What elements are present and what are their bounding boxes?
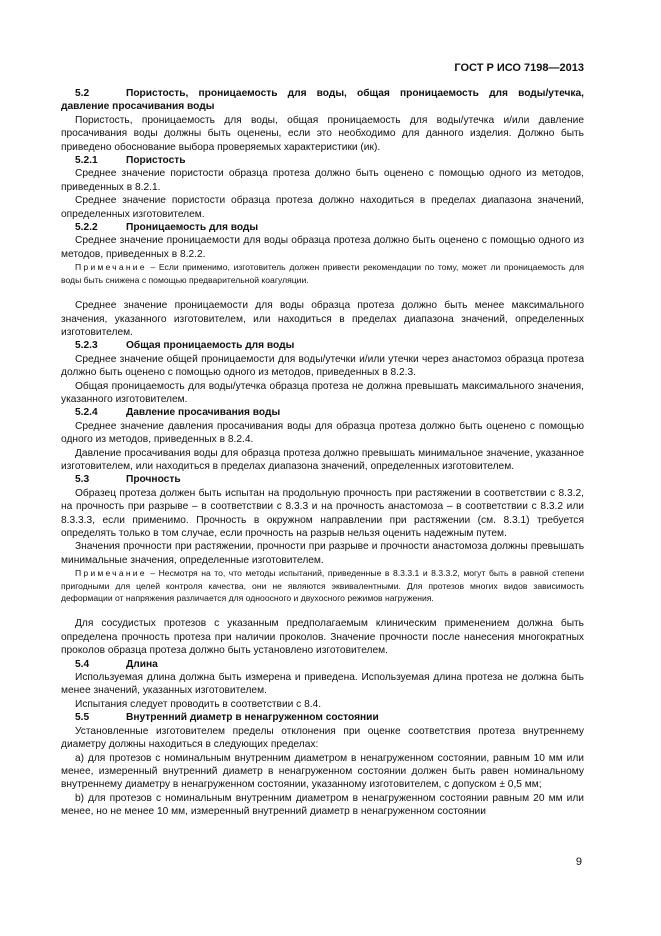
section-title: Длина bbox=[126, 658, 158, 670]
list-item-b: b) для протезов с номинальным внутренним диаметром в ненагруженном состоянии равным 20 мм или менее, но не менее 10 мм, измеренный внутренний диаметр в ненагруженном состоянии bbox=[61, 792, 584, 818]
section-heading-5-2-4 bbox=[61, 406, 584, 419]
paragraph: Среднее значение проницаемости для воды образца протеза должно быть менее максимального значения, указанного изготовителем, или находиться в пределах диапазона значений, определенных изготовителем. bbox=[61, 300, 584, 338]
section-title: Пористость bbox=[126, 155, 186, 167]
note-text: – Несмотря на то, что методы испытаний, приведенные в 8.3.3.1 и 8.3.3.2, могут быть в равной степени пригодными для целей контроля качества, они не являются эквивалентными. Для протезов многих видов зависимость деформации от напряжения различается для одноосного и двухосного режимов нагружения. bbox=[61, 568, 584, 604]
paragraph: Среднее значение пористости образца протеза должно находиться в пределах диапазона значений, определенных изготовителем. bbox=[61, 195, 584, 220]
paragraph: Среднее значение общей проницаемости для воды/утечки и/или утечки через анастомоз образца протеза должно быть оценено с помощью одного из методов, приведенных в 8.2.3. bbox=[61, 353, 584, 379]
paragraph: Среднее значение проницаемости для воды образца протеза должно быть оценено с помощью одного из методов, приведенных в 8.2.2. bbox=[61, 235, 584, 260]
section-number: 5.4 bbox=[75, 658, 90, 670]
section-heading-5-4 bbox=[61, 658, 584, 671]
note-text: – Если применимо, изготовитель должен привести рекомендации по тому, может ли проницаемость для воды быть снижена с помощью предварительной коагуляции. bbox=[61, 262, 584, 285]
page-number: 9 bbox=[575, 856, 582, 868]
paragraph: Среднее значение давления просачивания воды для образца протеза должно быть оценено с помощью одного из методов, приведенных в 8.2.4. bbox=[61, 420, 584, 446]
section-number: 5.2 bbox=[75, 88, 90, 99]
section-title: Прочность bbox=[126, 474, 181, 486]
paragraph: Используемая длина должна быть измерена и приведена. Используемая длина протеза не должна быть менее значений, указанных изготовителем. bbox=[61, 672, 584, 697]
section-number: 5.2.1 bbox=[75, 155, 98, 167]
standard-designation: ГОСТ Р ИСО 7198—2013 bbox=[454, 62, 584, 74]
section-heading-5-5 bbox=[61, 711, 584, 724]
section-heading-5-2-2 bbox=[61, 221, 584, 234]
section-heading-5-2-3 bbox=[61, 339, 584, 352]
section-title: Давление просачивания воды bbox=[126, 407, 281, 419]
paragraph: Значения прочности при растяжении, прочности при разрыве и прочности анастомоза должны превышать минимальные значения, определенные изготовителем. bbox=[61, 541, 584, 566]
paragraph: Давление просачивания воды для образца протеза должно превышать минимальное значение, указанное изготовителем, или находиться в пределах диапазона значений, определенных изготовителем. bbox=[61, 447, 584, 472]
list-item-a: а) для протезов с номинальным внутренним диаметром в ненагруженном состоянии, равным 10 мм или менее, измеренный внутренний диаметр в ненагруженном состоянии должен быть равен номинальному внутреннему диаметру в ненагруженном состоянии, указанному изготовителем, с допуском ± 0,5 мм; bbox=[61, 752, 584, 791]
note bbox=[61, 261, 584, 286]
note bbox=[61, 567, 584, 604]
section-title: Общая проницаемость для воды bbox=[126, 340, 295, 352]
paragraph: Установленные изготовителем пределы отклонения при оценке соответствия протеза внутреннему диаметру должны находиться в следующих пределах: bbox=[61, 725, 584, 751]
paragraph: Общая проницаемость для воды/утечка образца протеза не должна превышать максимального значения, указанного изготовителем. bbox=[61, 380, 584, 405]
paragraph: Среднее значение пористости образца протеза должно быть оценено с помощью одного из методов, приведенных в 8.2.1. bbox=[61, 168, 584, 193]
section-heading-5-2 bbox=[61, 87, 584, 114]
document-body bbox=[61, 87, 584, 819]
paragraph: Испытания следует проводить в соответствии с 8.4. bbox=[75, 698, 322, 710]
note-label: Примечание bbox=[75, 568, 147, 579]
section-number: 5.2.3 bbox=[75, 340, 98, 352]
paragraph: Образец протеза должен быть испытан на продольную прочность при растяжении в соответствии с 8.3.2, на прочность при разрыве – в соответствии с 8.3.3 и на прочность анастомоза – в соответствии с 8.3.2 или 8.3.3.3, если применимо. Прочность в окружном направлении при растяжении (см. 8.3.1) требуется определять только в том случае, если прочность на разрыв нельзя оценить надежным путем. bbox=[61, 487, 584, 539]
section-title: Внутренний диаметр в ненагруженном состоянии bbox=[126, 712, 379, 724]
section-number: 5.5 bbox=[75, 712, 90, 724]
note-label: Примечание bbox=[75, 262, 147, 273]
section-heading-5-3 bbox=[61, 473, 584, 486]
section-title: Проницаемость для воды bbox=[126, 222, 259, 234]
section-title: Пористость, проницаемость для воды, общая проницаемость для воды/утечка, давление просачивания воды bbox=[61, 88, 584, 113]
section-heading-5-2-1 bbox=[61, 154, 584, 167]
section-number: 5.2.2 bbox=[75, 222, 98, 234]
section-number: 5.2.4 bbox=[75, 407, 98, 419]
paragraph: Для сосудистых протезов с указанным предполагаемым клиническим применением должна быть определена прочность протеза при наличии проколов. Значение прочности после нанесения многократных проколов образца протеза должно быть установлено изготовителем. bbox=[61, 618, 584, 657]
section-number: 5.3 bbox=[75, 474, 90, 486]
paragraph: Пористость, проницаемость для воды, общая проницаемость для воды/утечка и/или давление просачивания воды должны быть оценены, если это необходимо для данного изделия. Должно быть приведено обоснование выбора проверяемых характеристики (ик). bbox=[61, 114, 584, 153]
